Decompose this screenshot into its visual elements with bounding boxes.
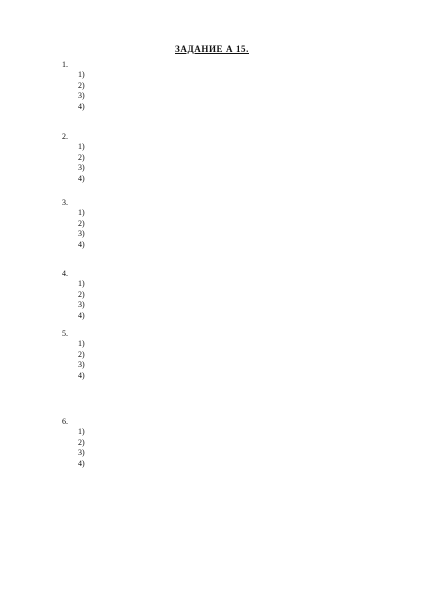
answer-options	[62, 70, 384, 112]
answer-option: 4)	[78, 458, 85, 468]
answer-option: 1)	[78, 208, 85, 218]
answer-option: 3)	[78, 360, 85, 370]
question-5	[62, 329, 384, 381]
answer-options	[62, 208, 384, 250]
answer-options	[62, 142, 384, 184]
question-3	[62, 198, 384, 250]
answer-option: 4)	[78, 310, 85, 320]
answer-option: 1)	[78, 70, 85, 80]
answer-option: 1)	[78, 279, 85, 289]
answer-options	[62, 427, 384, 469]
question-2	[62, 132, 384, 184]
answer-option: 2)	[78, 289, 85, 299]
answer-option: 4)	[78, 370, 85, 380]
answer-option: 1)	[78, 427, 85, 437]
question-6	[62, 417, 384, 469]
answer-options	[62, 279, 384, 321]
question-4	[62, 269, 384, 321]
answer-option: 2)	[78, 437, 85, 447]
question-number: 2.	[62, 132, 68, 141]
question-number: 3.	[62, 198, 68, 207]
document-title: ЗАДАНИЕ А 15.	[175, 44, 249, 54]
answer-option: 3)	[78, 163, 85, 173]
question-number: 4.	[62, 269, 68, 278]
question-1	[62, 60, 384, 112]
answer-option: 2)	[78, 218, 85, 228]
answer-option: 3)	[78, 91, 85, 101]
question-number: 1.	[62, 60, 68, 69]
answer-option: 3)	[78, 229, 85, 239]
answer-option: 2)	[78, 80, 85, 90]
answer-option: 4)	[78, 173, 85, 183]
answer-option: 4)	[78, 239, 85, 249]
answer-option: 3)	[78, 300, 85, 310]
answer-option: 2)	[78, 349, 85, 359]
answer-option: 3)	[78, 448, 85, 458]
answer-option: 1)	[78, 142, 85, 152]
answer-option: 2)	[78, 152, 85, 162]
answer-option: 1)	[78, 339, 85, 349]
question-number: 6.	[62, 417, 68, 426]
question-number: 5.	[62, 329, 68, 338]
answer-options	[62, 339, 384, 381]
answer-option: 4)	[78, 101, 85, 111]
